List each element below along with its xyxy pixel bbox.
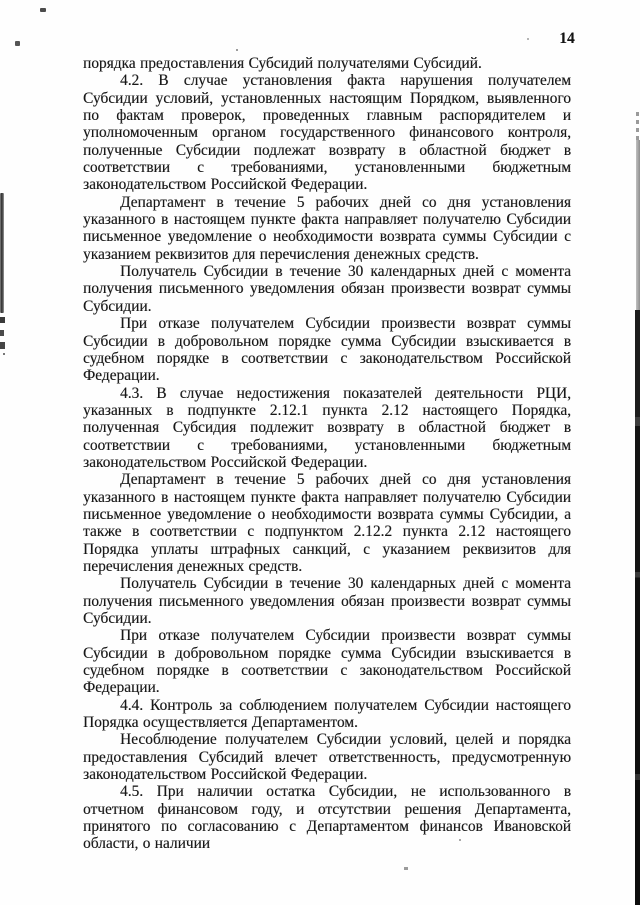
scan-artifact-right-black [635, 310, 640, 905]
scan-artifact-left-mark [0, 330, 4, 336]
paragraph: Получатель Субсидии в течение 30 календарных дней с момента получения письменного уведомления обязан произвести возврат суммы Субсидии. [83, 263, 571, 315]
paragraph: 4.2. В случае установления факта нарушения получателем Субсидии условий, установленных настоящим Порядком, выявленного по фактам проверок, проведенных главным распорядителем и уполномоченным органом государственного финансового контроля, полученные Субсидии подлежат возврату в областной бюджет в соответствии с требованиями, установленными бюджетным законодательством Российской Федерации. [83, 72, 571, 194]
scan-artifact-left-strip [0, 193, 4, 313]
paragraph: Департамент в течение 5 рабочих дней со дня установления указанного в настоящем пункте факта направляет получателю Субсидии письменное уведомление о необходимости возврата суммы Субсидии с указанием реквизитов для перечисления денежных средств. [83, 193, 571, 263]
scan-speck [15, 41, 20, 46]
scan-artifact-left-mark [0, 317, 5, 323]
paragraph: Департамент в течение 5 рабочих дней со дня установления указанного в настоящем пункте факта направляет получателю Субсидии письменное уведомление о необходимости возврата суммы Субсидии, а также в соответствии с подпунктом 2.12.2 пункта 2.12 настоящего Порядка уплаты штрафных санкций, с указанием реквизитов для перечисления денежных средств. [83, 471, 571, 575]
scan-artifact-right-gray [636, 140, 640, 312]
paragraph: 4.3. В случае недостижения показателей деятельности РЦИ, указанных в подпункте 2.12.1 пункта 2.12 настоящего Порядка, полученная Субсидия подлежит возврату в областной бюджет в соответствии с требованиями, установленными бюджетным законодательством Российской Федерации. [83, 384, 571, 471]
paragraph: 4.5. При наличии остатка Субсидии, не использованного в отчетном финансовом году, и отсутствии решения Департамента, принятого по согласованию с Департаментом финансов Ивановской области, о наличии [83, 783, 571, 853]
scan-speck [527, 38, 529, 40]
scan-artifact-right-dashes [636, 112, 639, 140]
paragraph: При отказе получателем Субсидии произвести возврат суммы Субсидии в добровольном порядке сумма Субсидии взыскивается в судебном порядке в соответствии с законодательством Российской Федерации. [83, 627, 571, 697]
paragraph: Несоблюдение получателем Субсидии условий, целей и порядка предоставления Субсидий влечет ответственность, предусмотренную законодательством Российской Федерации. [83, 731, 571, 784]
scan-artifact-left-mark [0, 342, 5, 349]
paragraph: Получатель Субсидии в течение 30 календарных дней с момента получения письменного уведомления обязан произвести возврат суммы Субсидии. [83, 575, 571, 627]
scan-artifact-left-dot [3, 353, 5, 355]
scan-speck [40, 8, 46, 12]
document-body [83, 55, 571, 853]
paragraph: При отказе получателем Субсидии произвести возврат суммы Субсидии в добровольном порядке сумма Субсидии взыскивается в судебном порядке в соответствии с законодательством Российской Федерации. [83, 315, 571, 385]
page-number: 14 [559, 30, 575, 47]
paragraph: 4.4. Контроль за соблюдением получателем Субсидии настоящего Порядка осуществляется Департаментом. [83, 696, 571, 732]
scan-speck [404, 867, 408, 870]
scan-speck [236, 49, 238, 51]
paragraph: порядка предоставления Субсидий получателями Субсидий. [83, 55, 482, 72]
